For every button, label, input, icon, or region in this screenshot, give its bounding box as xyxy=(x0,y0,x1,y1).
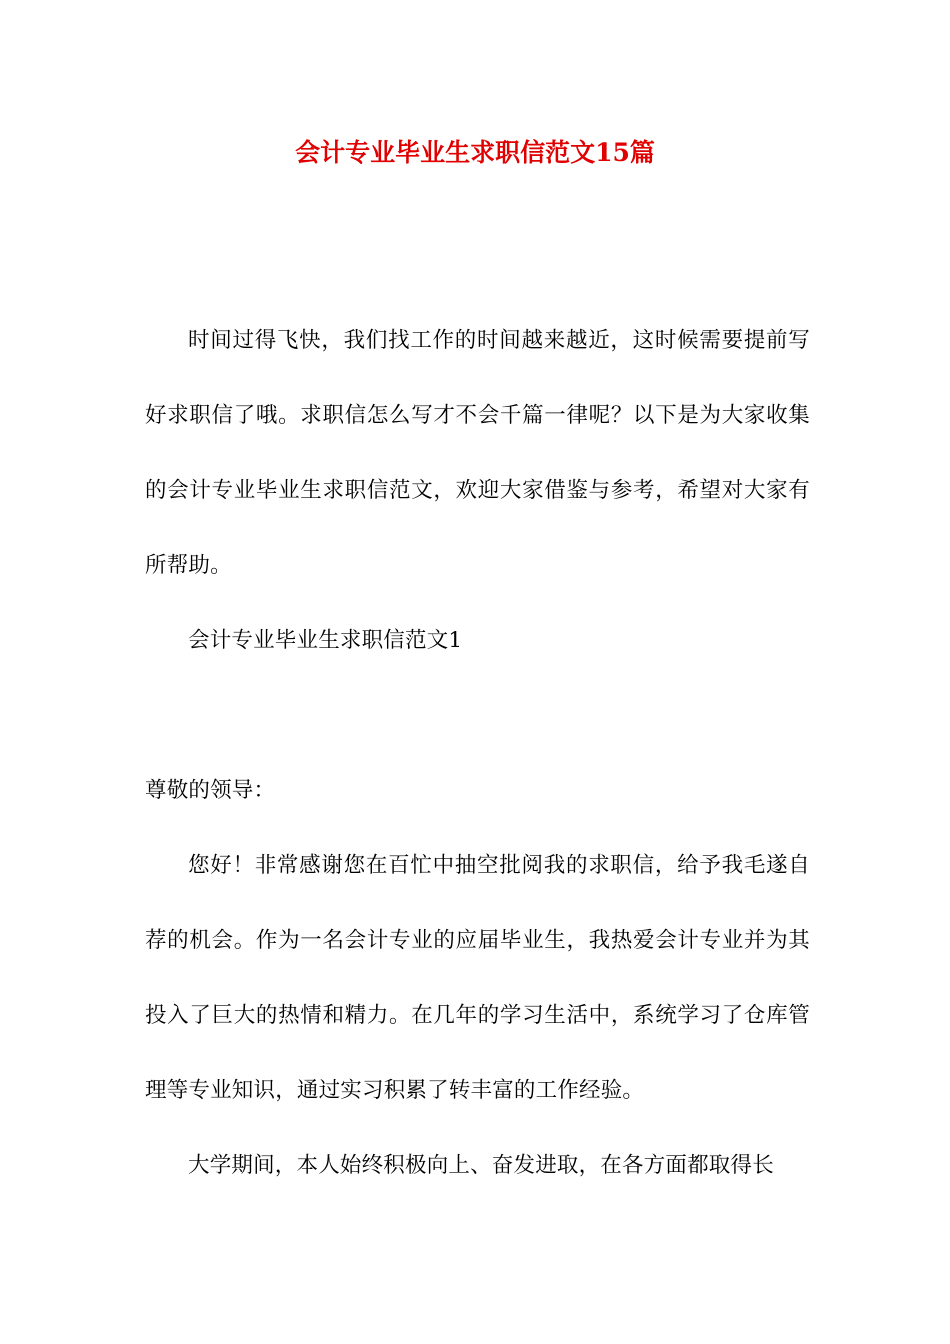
letter-paragraph-1-block xyxy=(145,828,810,1128)
letter-greeting: 尊敬的领导： xyxy=(145,778,276,803)
section-heading-block xyxy=(145,603,810,678)
intro-block xyxy=(145,303,810,603)
section-heading: 会计专业毕业生求职信范文1 xyxy=(188,628,463,653)
letter-paragraph-2-block xyxy=(145,1128,810,1203)
intro-paragraph: 时间过得飞快，我们找工作的时间越来越近，这时候需要提前写好求职信了哦。求职信怎么写才不会千篇一律呢？以下是为大家收集的会计专业毕业生求职信范文，欢迎大家借鉴与参考，希望对大家有所帮助。 xyxy=(145,328,810,578)
letter-paragraph: 大学期间，本人始终积极向上、奋发进取，在各方面都取得长 xyxy=(188,1153,774,1178)
letter-paragraph: 您好！非常感谢您在百忙中抽空批阅我的求职信，给予我毛遂自荐的机会。作为一名会计专业的应届毕业生，我热爱会计专业并为其投入了巨大的热情和精力。在几年的学习生活中，系统学习了仓库管理等专业知识，通过实习积累了转丰富的工作经验。 xyxy=(145,853,810,1103)
document-title: 会计专业毕业生求职信范文15篇 xyxy=(295,138,655,167)
greeting-block xyxy=(145,753,810,828)
